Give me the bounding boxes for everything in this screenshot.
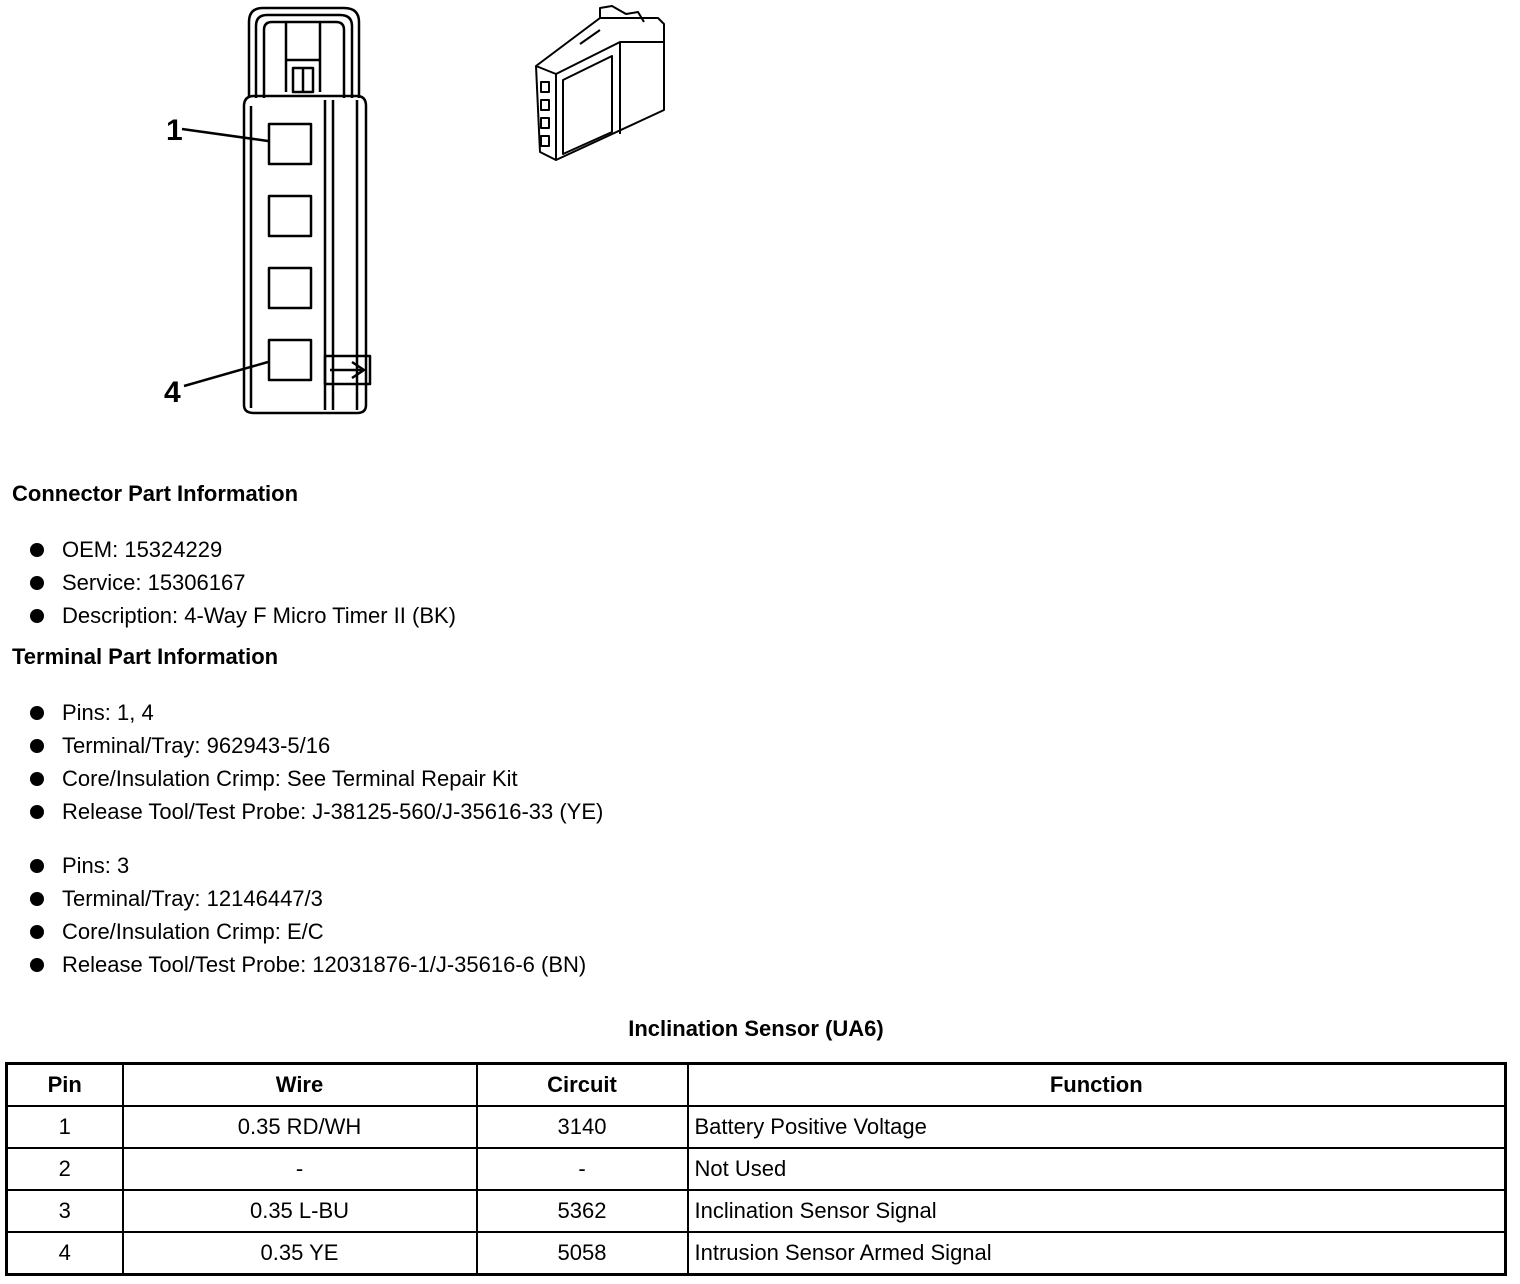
connector-info-oem: OEM: 15324229 (28, 533, 456, 566)
table-row (7, 1148, 1506, 1190)
cell-function: Not Used (688, 1148, 1506, 1190)
header-circuit: Circuit (477, 1064, 688, 1107)
cell-function: Battery Positive Voltage (688, 1106, 1506, 1148)
connector-info-list (28, 533, 456, 632)
cell-wire: - (123, 1148, 477, 1190)
cell-circuit: 5058 (477, 1232, 688, 1275)
table-row (7, 1106, 1506, 1148)
header-pin: Pin (7, 1064, 123, 1107)
terminal-2-tray: Terminal/Tray: 12146447/3 (28, 882, 586, 915)
cell-wire: 0.35 YE (123, 1232, 477, 1275)
table-header-row (7, 1064, 1506, 1107)
header-wire: Wire (123, 1064, 477, 1107)
cell-pin: 2 (7, 1148, 123, 1190)
terminal-1-crimp: Core/Insulation Crimp: See Terminal Repair Kit (28, 762, 603, 795)
table-title: Inclination Sensor (UA6) (628, 1016, 884, 1041)
connector-info-title: Connector Part Information (12, 481, 299, 506)
connector-isometric-view (536, 6, 664, 160)
cell-circuit: 5362 (477, 1190, 688, 1232)
pinout-table (5, 1062, 1507, 1276)
terminal-info-group-2 (28, 849, 586, 981)
header-function: Function (688, 1064, 1506, 1107)
terminal-2-crimp: Core/Insulation Crimp: E/C (28, 915, 586, 948)
table-row (7, 1190, 1506, 1232)
terminal-2-release-tool: Release Tool/Test Probe: 12031876-1/J-35616-6 (BN) (28, 948, 586, 981)
cell-function: Intrusion Sensor Armed Signal (688, 1232, 1506, 1275)
terminal-info-title: Terminal Part Information (12, 644, 279, 669)
cell-function: Inclination Sensor Signal (688, 1190, 1506, 1232)
terminal-info-group-1 (28, 696, 603, 828)
cell-circuit: - (477, 1148, 688, 1190)
table-row (7, 1232, 1506, 1275)
cell-pin: 4 (7, 1232, 123, 1275)
connector-info-service: Service: 15306167 (28, 566, 456, 599)
cell-pin: 1 (7, 1106, 123, 1148)
cell-wire: 0.35 L-BU (123, 1190, 477, 1232)
pin-label-4: 4 (164, 376, 181, 409)
terminal-1-pins: Pins: 1, 4 (28, 696, 603, 729)
pin-label-1: 1 (166, 114, 183, 147)
connector-diagram (0, 0, 720, 440)
terminal-1-release-tool: Release Tool/Test Probe: J-38125-560/J-35616-33 (YE) (28, 795, 603, 828)
terminal-1-tray: Terminal/Tray: 962943-5/16 (28, 729, 603, 762)
connector-info-description: Description: 4-Way F Micro Timer II (BK) (28, 599, 456, 632)
terminal-2-pins: Pins: 3 (28, 849, 586, 882)
cell-circuit: 3140 (477, 1106, 688, 1148)
cell-pin: 3 (7, 1190, 123, 1232)
cell-wire: 0.35 RD/WH (123, 1106, 477, 1148)
